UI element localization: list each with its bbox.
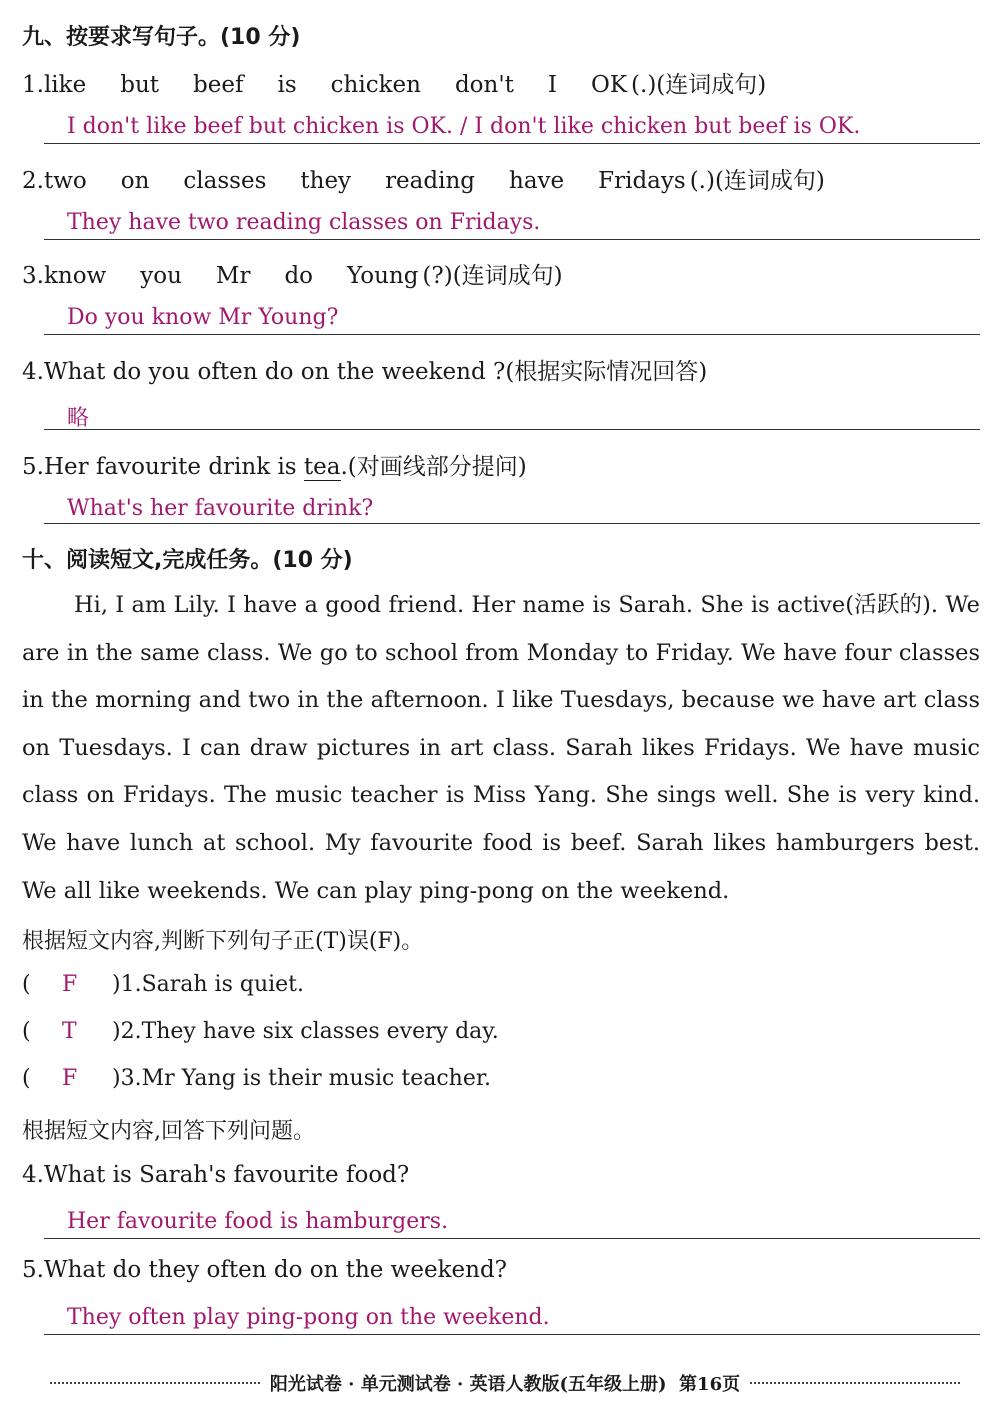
reading-q4-answer: Her favourite food is hamburgers. [67, 1209, 449, 1234]
tf-statement: )1.Sarah is quiet. [112, 972, 305, 997]
q2-word: Fridays [598, 168, 686, 194]
reading-passage: Hi, I am Lily. I have a good friend. Her name is Sarah. She is active(活跃的). We are in the same class. We go to school from Monday to Friday. We have four classes in the morning and two in the afternoon. I like Tuesdays, because we have art class on Tuesdays. I can draw pictures in art class. Sarah likes Fridays. We have music class on Fridays. The music teacher is Miss Yang. She sings well. She is very kind. We have lunch at school. My favourite food is beef. Sarah likes hamburgers best. We all like weekends. We can play ping-pong on the weekend. [22, 592, 980, 904]
q1-word: OK [590, 72, 628, 98]
q1-word: but [120, 72, 159, 98]
answer-line [44, 239, 980, 240]
q1-word: is [277, 72, 297, 98]
q2-word: they [300, 168, 352, 194]
tf-paren: ( [22, 1019, 31, 1044]
answer-line [44, 523, 980, 524]
tf-item [22, 1066, 491, 1091]
question-4: 4.What do you often do on the weekend ?(根据实际情况回答) [22, 359, 708, 385]
q5-instruction: .(对画线部分提问) [340, 454, 527, 480]
tf-item [22, 1019, 499, 1044]
qa-instruction: 根据短文内容,回答下列问题。 [22, 1119, 315, 1144]
tf-paren: ( [22, 972, 31, 997]
q3-word: Young [347, 263, 419, 289]
question-2 [22, 162, 825, 195]
footer-text: 阳光试卷 · 单元测试卷 · 英语人教版(五年级上册) 第16页 [269, 1374, 741, 1395]
q1-num: 1. [22, 72, 44, 98]
q2-word: classes [183, 168, 267, 194]
question-1 [22, 66, 766, 99]
q3-word: do [284, 263, 314, 289]
tf-paren: ( [22, 1066, 31, 1091]
question-3 [22, 257, 563, 290]
q2-word: two [43, 168, 87, 194]
page-footer [40, 1368, 970, 1398]
q1-word: chicken [330, 72, 421, 98]
q4-answer: 略 [67, 406, 90, 431]
tf-statement: )3.Mr Yang is their music teacher. [112, 1066, 491, 1091]
q2-num: 2. [22, 168, 44, 194]
section9-heading: 九、按要求写句子。(10 分) [22, 25, 301, 50]
q2-answer: They have two reading classes on Fridays. [67, 210, 541, 235]
tf-answer-mark: F [62, 972, 78, 997]
q1-word: beef [193, 72, 244, 98]
q3-word: you [140, 263, 182, 289]
reading-question-4: 4.What is Sarah's favourite food? [22, 1162, 410, 1188]
footer-dotted-line [750, 1382, 960, 1384]
footer-dotted-line [50, 1382, 260, 1384]
q1-word: I [547, 72, 557, 98]
q3-answer: Do you know Mr Young? [67, 305, 339, 330]
tf-answer-mark: F [62, 1066, 78, 1091]
q1-word: don't [454, 72, 514, 98]
tf-statement: )2.They have six classes every day. [112, 1019, 499, 1044]
question-5 [22, 448, 527, 481]
answer-line [44, 1334, 980, 1335]
answer-line [44, 143, 980, 144]
q2-instruction: (.)(连词成句) [689, 168, 825, 194]
tf-item [22, 972, 304, 997]
q5-answer: What's her favourite drink? [67, 496, 374, 521]
q1-word: like [43, 72, 87, 98]
q3-word: Mr [215, 263, 251, 289]
q5-underlined-word: tea [303, 454, 341, 480]
q2-word: reading [385, 168, 475, 194]
q2-word: have [509, 168, 565, 194]
q3-num: 3. [22, 263, 44, 289]
q1-answer: I don't like beef but chicken is OK. / I don't like chicken but beef is OK. [67, 114, 861, 139]
answer-line [44, 429, 980, 430]
reading-q5-answer: They often play ping-pong on the weekend. [67, 1305, 550, 1330]
q3-instruction: (?)(连词成句) [422, 263, 563, 289]
tf-instruction: 根据短文内容,判断下列句子正(T)误(F)。 [22, 929, 424, 954]
q2-word: on [120, 168, 150, 194]
section10-heading: 十、阅读短文,完成任务。(10 分) [22, 548, 353, 573]
q1-instruction: (.)(连词成句) [631, 72, 767, 98]
answer-line [44, 1238, 980, 1239]
q5-text: 5.Her favourite drink is [22, 454, 304, 480]
reading-question-5: 5.What do they often do on the weekend? [22, 1257, 508, 1283]
answer-line [44, 334, 980, 335]
tf-answer-mark: T [62, 1019, 77, 1044]
q3-word: know [43, 263, 107, 289]
